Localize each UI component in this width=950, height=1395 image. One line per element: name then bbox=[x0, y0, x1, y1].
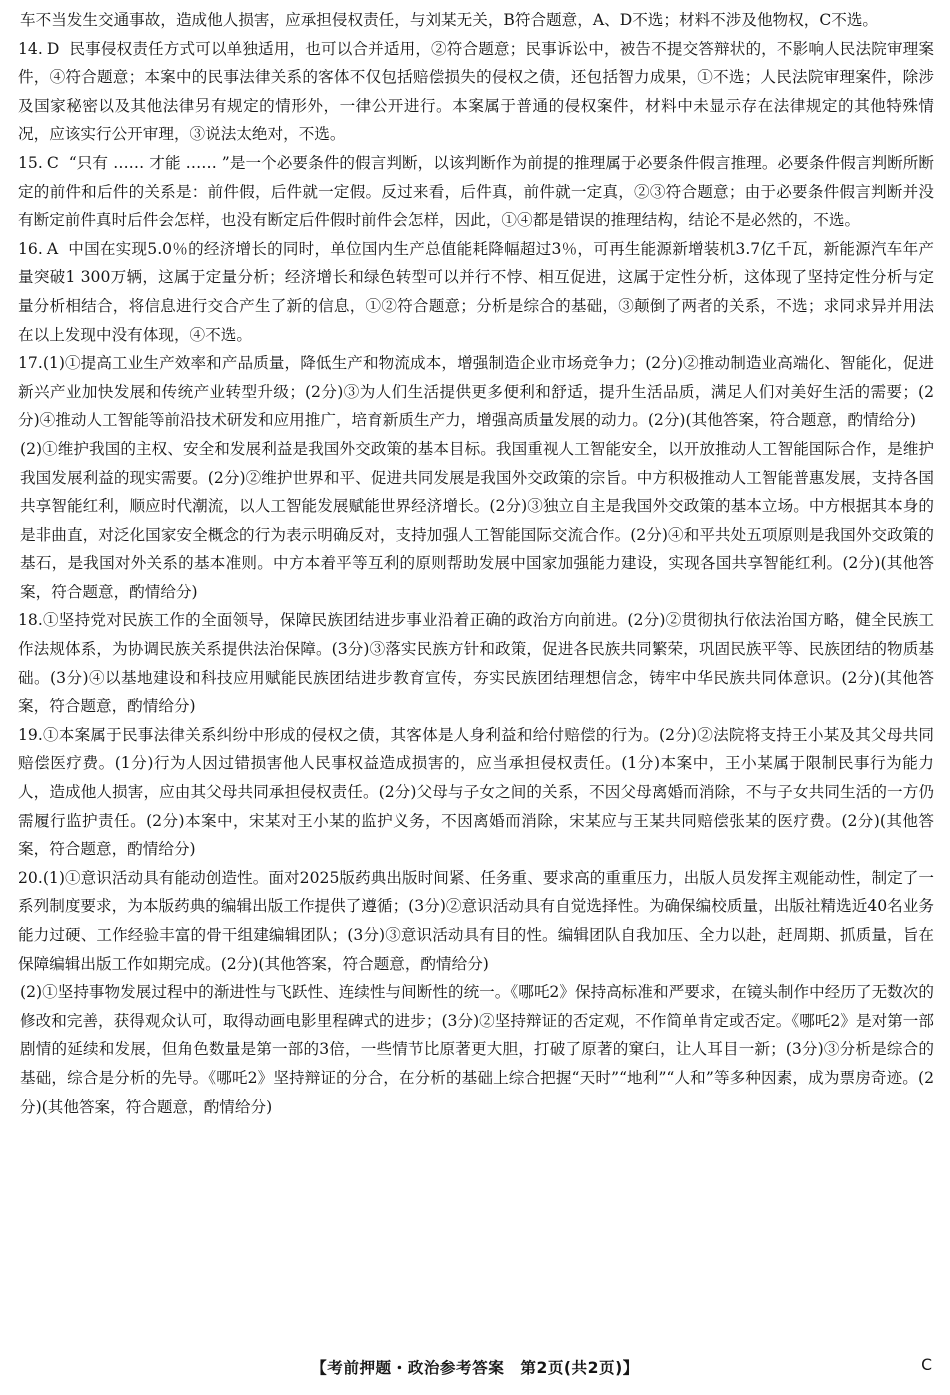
item-explanation: ①本案属于民事法律关系纠纷中形成的侵权之债，其客体是人身利益和给付赔偿的行为。(2分)②法院将支持王小某及其父母共同赔偿医疗费。(1分)行为人因过错损害他人民事权益造成损害的，应当承担侵权责任。(1分)本案中，王小某属于限制民事行为能力人，造成他人损害，应由其父母共同承担侵权责任。(2分)父母与子女之间的关系，不因父母离婚而消除，不与子女共同生活的一方仍需履行监护责任。(2分)本案中，宋某对王小某的监护义务，不因离婚而消除，宋某应与王某共同赔偿张某的医疗费。(2分)(其他答案，符合题意，酌情给分) bbox=[18, 725, 934, 859]
item-explanation: 民事侵权责任方式可以单独适用，也可以合并适用，②符合题意；民事诉讼中，被告不提交答辩状的，不影响人民法院审理案件，④符合题意；本案中的民事法律关系的客体不仅包括赔偿损失的侵权之债，还包括智力成果，①不选；人民法院审理案件，除涉及国家秘密以及其他法律另有规定的情形外，一律公开进行。本案属于普通的侵权案件，材料中未显示存在法律规定的其他特殊情况，应该实行公开审理，③说法太绝对，不选。 bbox=[18, 39, 934, 144]
item-number: 16. bbox=[18, 239, 43, 258]
answer-item-19 bbox=[18, 721, 934, 864]
item-answer-letter: A bbox=[46, 239, 59, 258]
answer-item-17-part-1 bbox=[18, 349, 934, 435]
footer-version-code: C bbox=[921, 1356, 932, 1374]
item-number: 15. bbox=[18, 153, 43, 172]
answer-content bbox=[18, 6, 934, 1121]
footer-title: 【考前押题・政治参考答案 第2页(共2页)】 bbox=[311, 1359, 639, 1377]
item-explanation: ①坚持党对民族工作的全面领导，保障民族团结进步事业沿着正确的政治方向前进。(2分)②贯彻执行依法治国方略，健全民族工作法规体系，为协调民族关系提供法治保障。(3分)③落实民族方针和政策，促进各民族共同繁荣，巩固民族平等、民族团结的物质基础。(3分)④以基地建设和科技应用赋能民族团结进步教育宣传，夯实民族团结理想信念，铸牢中华民族共同体意识。(2分)(其他答案，符合题意，酌情给分) bbox=[18, 611, 934, 716]
item-number: 17. bbox=[18, 354, 43, 373]
item-number: 19. bbox=[18, 725, 43, 744]
item-number: 20. bbox=[18, 868, 43, 887]
item-number: 14. bbox=[18, 39, 43, 58]
item-answer-letter: D bbox=[46, 39, 60, 58]
answer-item-18 bbox=[18, 606, 934, 720]
item-explanation: “只有 …… 才能 …… ”是一个必要条件的假言判断，以该判断作为前提的推理属于必要条件假言推理。必要条件假言判断所断定的前件和后件的关系是：前件假，后件就一定假。反过来看，后件真，前件就一定真，②③符合题意；由于必要条件假言判断并没有断定前件真时后件会怎样，也没有断定后件假时前件会怎样，因此，①④都是错误的推理结构，结论不是必然的，不选。 bbox=[18, 153, 934, 230]
answer-item-16 bbox=[18, 235, 934, 349]
item-explanation: (1)①意识活动具有能动创造性。面对2025版药典出版时间紧、任务重、要求高的重重压力，出版人员发挥主观能动性，制定了一系列制度要求，为本版药典的编辑出版工作提供了遵循；(3分)②意识活动具有自觉选择性。为确保编校质量，出版社精选近40名业务能力过硬、工作经验丰富的骨干组建编辑团队；(3分)③意识活动具有目的性。编辑团队自我加压、全力以赴，赶周期、抓质量，旨在保障编辑出版工作如期完成。(2分)(其他答案，符合题意，酌情给分) bbox=[18, 868, 934, 973]
answer-item-15 bbox=[18, 149, 934, 235]
item-number: 18. bbox=[18, 611, 43, 630]
item-explanation: (1)①提高工业生产效率和产品质量，降低生产和物流成本，增强制造企业市场竞争力；(2分)②推动制造业高端化、智能化，促进新兴产业加快发展和传统产业转型升级；(2分)③为人们生活提供更多便利和舒适，提升生活品质，满足人们对美好生活的需要；(2分)④推动人工智能等前沿技术研发和应用推广，培育新质生产力，增强高质量发展的动力。(2分)(其他答案，符合题意，酌情给分) bbox=[18, 354, 934, 430]
item-explanation: 中国在实现5.0％的经济增长的同时，单位国内生产总值能耗降幅超过3％，可再生能源新增装机3.7亿千瓦，新能源汽车年产量突破1 300万辆，这属于定量分析；经济增长和绿色转型可以并行不悖、相互促进，这属于定性分析，这体现了坚持定性分析与定量分析相结合，将信息进行交合产生了新的信息，①②符合题意；分析是综合的基础，③颠倒了两者的关系，不选；求同求异并用法在以上发现中没有体现，④不选。 bbox=[18, 239, 934, 344]
item-explanation: (2)①维护我国的主权、安全和发展利益是我国外交政策的基本目标。我国重视人工智能安全，以开放推动人工智能国际合作，是维护我国发展利益的现实需要。(2分)②维护世界和平、促进共同发展是我国外交政策的宗旨。中方积极推动人工智能普惠发展，支持各国共享智能红利，顺应时代潮流，以人工智能发展赋能世界经济增长。(2分)③独立自主是我国外交政策的基本立场。中方根据其本身的是非曲直，对泛化国家安全概念的行为表示明确反对，支持加强人工智能国际交流合作。(2分)④和平共处五项原则是我国外交政策的基石，是我国对外关系的基本准则。中方本着平等互利的原则帮助发展中国家加强能力建设，实现各国共享智能红利。(2分)(其他答案，符合题意，酌情给分) bbox=[20, 439, 934, 601]
answer-item-20-part-1 bbox=[18, 864, 934, 978]
page-footer bbox=[0, 1352, 950, 1382]
continuation-text: 车不当发生交通事故，造成他人损害，应承担侵权责任，与刘某无关，B符合题意，A、D不选；材料不涉及他物权，C不选。 bbox=[20, 11, 879, 29]
answer-item-20-part-2 bbox=[18, 978, 934, 1121]
item-answer-letter: C bbox=[46, 153, 59, 172]
item-explanation: (2)①坚持事物发展过程中的渐进性与飞跃性、连续性与间断性的统一。《哪吒2》保持高标准和严要求，在镜头制作中经历了无数次的修改和完善，获得观众认可，取得动画电影里程碑式的进步；(3分)②坚持辩证的否定观，不作简单肯定或否定。《哪吒2》是对第一部剧情的延续和发展，但角色数量是第一部的3倍，一些情节比原著更大胆，打破了原著的窠臼，让人耳目一新；(3分)③分析是综合的基础，综合是分析的先导。《哪吒2》坚持辩证的分合，在分析的基础上综合把握“天时”“地利”“人和”等多种因素，成为票房奇迹。(2分)(其他答案，符合题意，酌情给分) bbox=[20, 983, 934, 1116]
answer-item-17-part-2 bbox=[18, 435, 934, 607]
answer-item-14 bbox=[18, 35, 934, 149]
